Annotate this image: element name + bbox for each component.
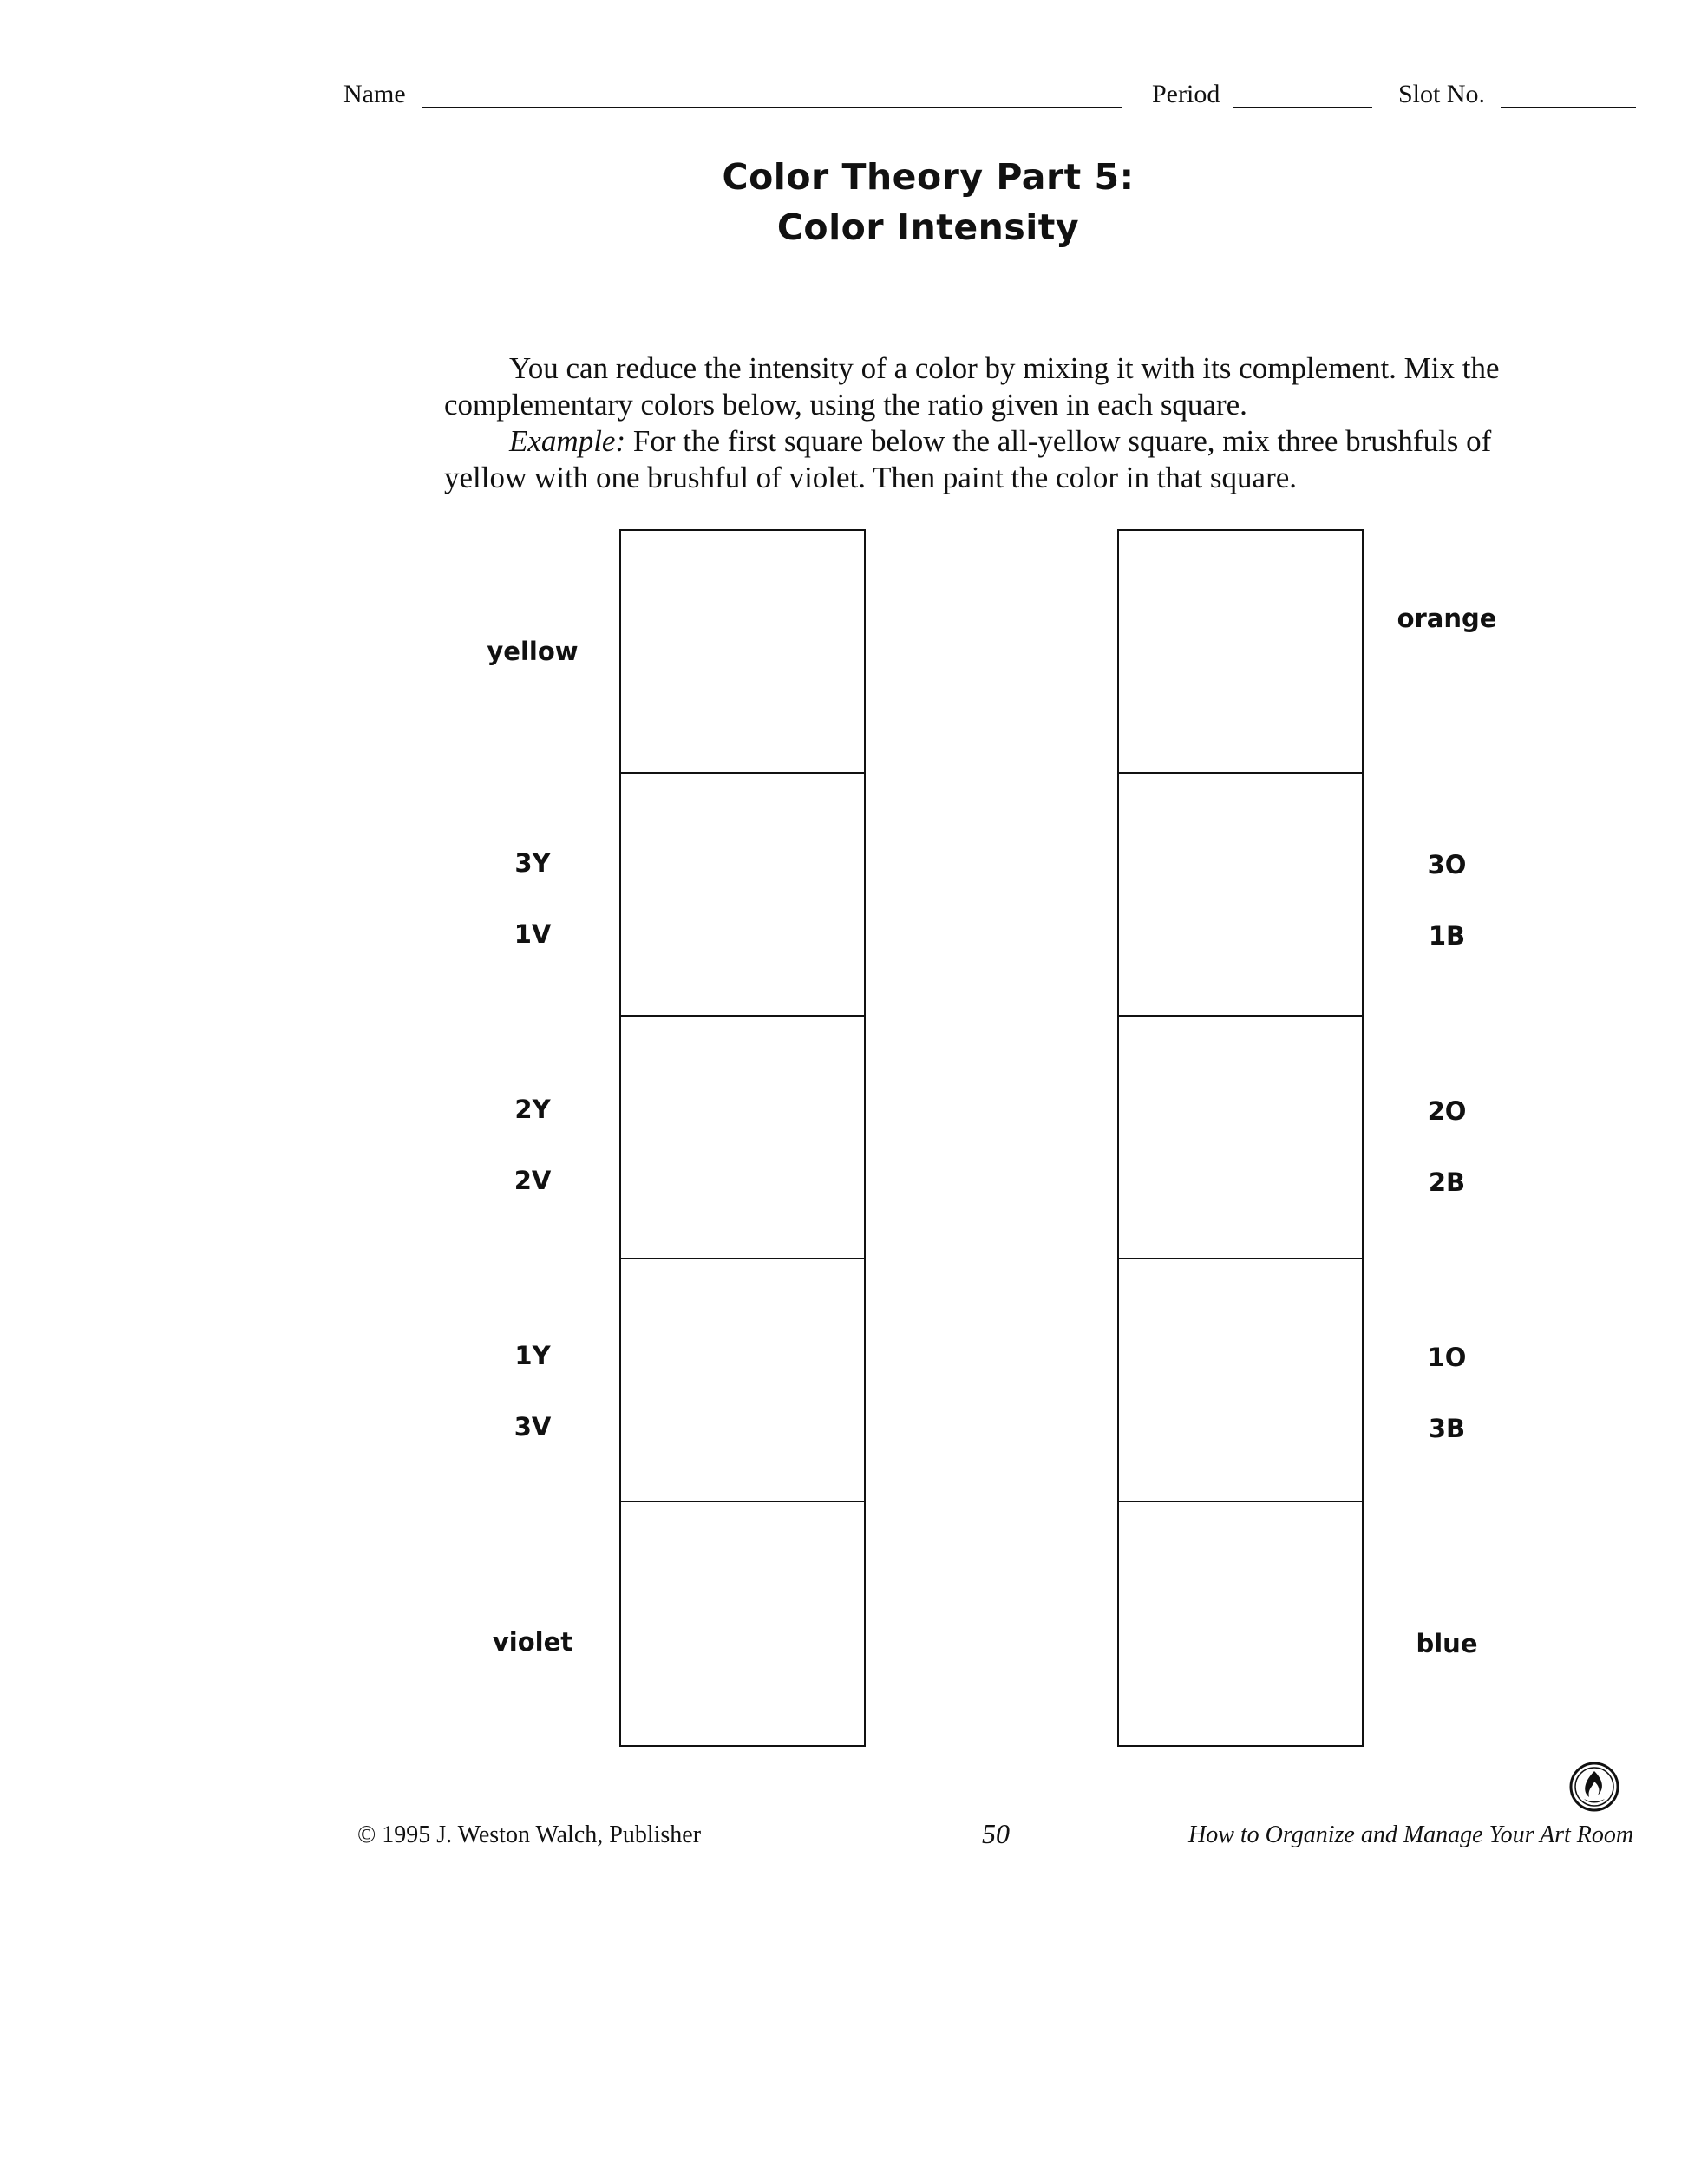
example-text: For the first square below the all-yellow square, mix three brushfuls of yellow with one brushful of violet. Then paint the color in that square.	[444, 424, 1492, 494]
label-violet: violet	[492, 1627, 573, 1657]
name-field[interactable]	[422, 107, 1122, 108]
page-number: 50	[982, 1818, 1010, 1849]
paint-box-1o-3b[interactable]	[1119, 1259, 1362, 1502]
label-left-row1-b: 1V	[514, 919, 552, 949]
label-orange: orange	[1397, 604, 1497, 633]
label-right-row2-a: 2O	[1427, 1096, 1467, 1126]
period-field[interactable]	[1233, 107, 1372, 108]
paint-box-blue[interactable]	[1119, 1502, 1362, 1745]
instructions-paragraph-1: You can reduce the intensity of a color by mixing it with its complement. Mix the complementary colors below, using the ratio given in each square.	[444, 351, 1500, 422]
label-left-row1-a: 3Y	[514, 848, 551, 878]
instructions	[444, 350, 1528, 496]
label-right-row1-a: 3O	[1427, 850, 1467, 879]
label-right-row3-a: 1O	[1427, 1343, 1467, 1372]
paint-box-2y-2v[interactable]	[621, 1017, 864, 1259]
page-title-line1: Color Theory Part 5:	[722, 156, 1135, 198]
label-right-row3-b: 3B	[1428, 1414, 1466, 1443]
left-color-column	[619, 529, 866, 1747]
label-left-row3-a: 1Y	[514, 1341, 551, 1370]
book-title: How to Organize and Manage Your Art Room	[1188, 1821, 1634, 1848]
right-color-column	[1117, 529, 1364, 1747]
label-right-row1-b: 1B	[1428, 921, 1466, 951]
period-label: Period	[1152, 80, 1220, 108]
paint-box-yellow[interactable]	[621, 531, 864, 774]
name-label: Name	[343, 80, 406, 108]
paint-box-3y-1v[interactable]	[621, 774, 864, 1017]
label-left-row3-b: 3V	[514, 1412, 552, 1442]
publisher-flame-logo-icon	[1568, 1761, 1620, 1813]
page-title-line2: Color Intensity	[776, 206, 1080, 248]
copyright-notice: © 1995 J. Weston Walch, Publisher	[357, 1821, 702, 1848]
paint-box-orange[interactable]	[1119, 531, 1362, 774]
label-left-row2-a: 2Y	[514, 1095, 551, 1124]
label-yellow: yellow	[487, 637, 579, 666]
slot-label: Slot No.	[1398, 80, 1486, 108]
paint-box-3o-1b[interactable]	[1119, 774, 1362, 1017]
paint-box-1y-3v[interactable]	[621, 1259, 864, 1502]
instructions-paragraph-2	[444, 423, 1528, 496]
example-label: Example:	[509, 424, 626, 458]
label-right-row2-b: 2B	[1428, 1167, 1466, 1197]
paint-box-2o-2b[interactable]	[1119, 1017, 1362, 1259]
paint-box-violet[interactable]	[621, 1502, 864, 1745]
slot-field[interactable]	[1501, 107, 1636, 108]
label-left-row2-b: 2V	[514, 1166, 552, 1195]
label-blue: blue	[1416, 1629, 1478, 1658]
